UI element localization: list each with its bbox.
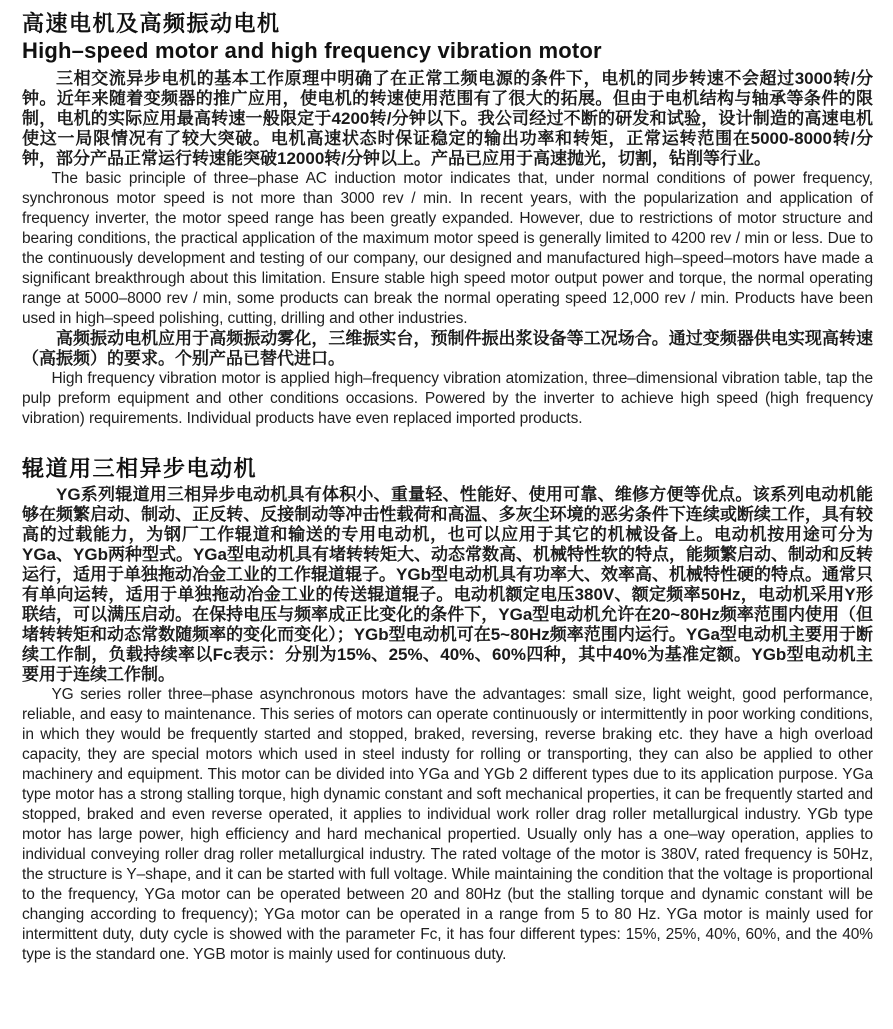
section-roller-motor (22, 455, 873, 965)
paragraph-english: The basic principle of three–phase AC induction motor indicates that, under normal conditions of power frequency, synchronous motor speed is not more than 3000 rev / min. In recent years, with the popularization and application of frequency inverter, the motor speed range has been greatly expanded. However, due to restrictions of motor structure and bearing conditions, the practical application of the maximum motor speed is generally limited to 4200 rev / min or less. Due to the continuously development and testing of our company, our designed and manufactured high–speed–motors have made a significant breakthrough about this limitation. Ensure stable high speed motor output power and torque, the normal operating range at 5000–8000 rev / min, some products can break the normal operating speed 12,000 rev / min. Products have been used in high–speed polishing, cutting, drilling and other industries. (22, 170, 873, 327)
paragraph-english: YG series roller three–phase asynchronous motors have the advantages: small size, light weight, good performance, reliable, and easy to maintenance. This series of motors can operate continuously or intermittently in poor working conditions, in which they would be frequently started and stopped, braked, reversing, reverse braking etc. they have a high overload capacity, they are special motors which used in steel industy for rolling or transporting, they can also be applied to other machinery and equipment. This motor can be divided into YGa and YGb 2 different types due to its application purpose. YGa type motor has a strong stalling torque, high dynamic constant and soft mechanical properties, it can be frequently started and stopped, braked and even reverse operated, it applies to individual work roller drag roller metallurgical industry. YGb type motor has large power, high efficiency and hard mechanical propertied. Usually only has a one–way operation, applies to individual conveying roller drag roller metallurgical industry. The rated voltage of the motor is 380V, rated frequency is 50Hz, the structure is Y–shape, and it can be started with full voltage. While maintaining the condition that the voltage is proportional to the frequency, YGa motor can be operated between 20 and 80Hz (but the stalling torque and dynamic constant will be changing according to frequency); YGa motor can be operated in a range from 5 to 80 Hz. YGa motor is mainly used for intermittent duty, duty cycle is showed with the parameter Fc, it has four different types: 15%, 25%, 40%, 60%, and the 40% type is the standard one. YGB motor is mainly used for continuous duty. (22, 686, 873, 963)
paragraph-chinese: YG系列辊道用三相异步电动机具有体积小、重量轻、性能好、使用可靠、维修方便等优点。该系列电动机能够在频繁启动、制动、正反转、反接制动等冲击性载荷和高温、多灰尘环境的恶劣条件下连续或断续工作，具有较高的过载能力，为钢厂工作辊道和输送的专用电动机，也可以应用于其它的机械设备上。电动机按用途可分为YGa、YGb两种型式。YGa型电动机具有堵转转矩大、动态常数高、机械特性软的特点，能频繁启动、制动和反转运行，适用于单独拖动冶金工业的工作辊道辊子。YGb型电动机具有功率大、效率高、机械特性硬的特点。通常只有单向运转，适用于单独拖动冶金工业的传送辊道辊子。电动机额定电压380V、额定频率50Hz，电动机采用Y形联结，可以满压启动。在保持电压与频率成正比变化的条件下，YGa型电动机允许在20~80Hz频率范围内使用（但堵转转矩和动态常数随频率的变化而变化）；YGb型电动机可在5~80Hz频率范围内运行。YGa型电动机主要用于断续工作制，负载持续率以Fc表示：分别为15%、25%、40%、60%四种，其中40%为基准定额。YGb型电动机主要用于连续工作制。 (22, 485, 873, 684)
section-title-chinese: 高速电机及高频振动电机 (22, 11, 281, 36)
paragraph-chinese: 高频振动电机应用于高频振动雾化，三维振实台，预制件振出浆设备等工况场合。通过变频器供电实现高转速（高振频）的要求。个别产品已替代进口。 (22, 329, 873, 368)
paragraph-chinese: 三相交流异步电机的基本工作原理中明确了在正常工频电源的条件下，电机的同步转速不会超过3000转/分钟。近年来随着变频器的推广应用，使电机的转速使用范围有了很大的拓展。但由于电机结构与轴承等条件的限制，电机的实际应用最高转速一般限定于4200转/分钟以下。我公司经过不断的研发和试验，设计制造的高速电机使这一局限情况有了较大突破。电机高速状态时保证稳定的输出功率和转矩，正常运转范围在5000-8000转/分钟，部分产品正常运行转速能突破12000转/分钟以上。产品已应用于高速抛光，切割，钻削等行业。 (22, 69, 873, 168)
section-high-speed-motor (22, 10, 873, 429)
section-title-english: High–speed motor and high frequency vibration motor (22, 38, 602, 63)
section-title-chinese: 辊道用三相异步电动机 (22, 456, 258, 481)
paragraph-english: High frequency vibration motor is applied high–frequency vibration atomization, three–dimensional vibration table, tap the pulp preform equipment and other conditions occasions. Powered by the inverter to achieve high speed (high frequency vibration) requirements. Individual products have even replaced imported products. (22, 370, 873, 427)
